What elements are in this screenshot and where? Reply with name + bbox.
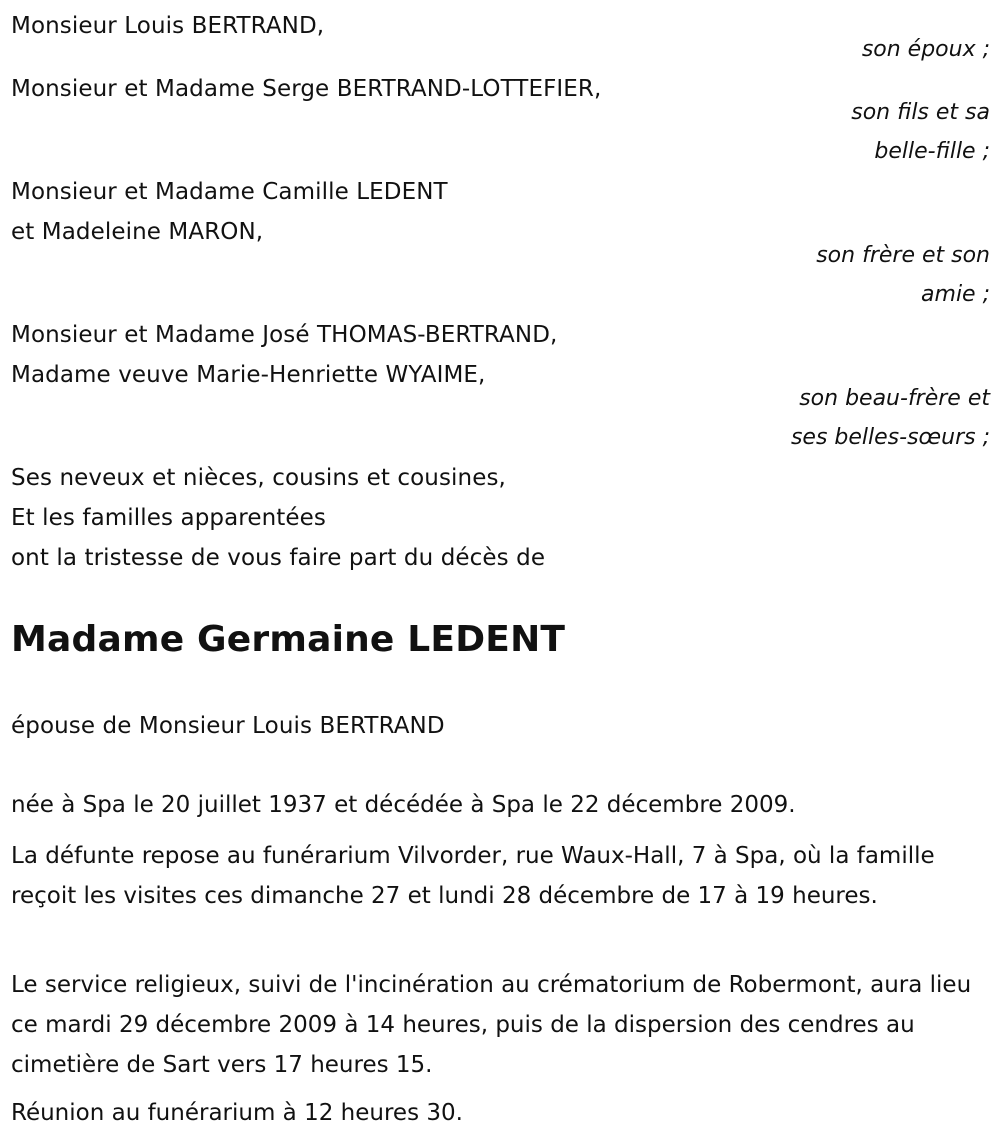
spouse-line: épouse de Monsieur Louis BERTRAND xyxy=(11,713,445,739)
family-relation-line: son beau-frère et xyxy=(799,386,990,411)
family-name-line: et Madeleine MARON, xyxy=(11,219,264,245)
closing-line: ont la tristesse de vous faire part du décès de xyxy=(11,545,546,571)
family-name-line: Monsieur et Madame Camille LEDENT xyxy=(11,179,448,205)
closing-line: Ses neveux et nièces, cousins et cousines, xyxy=(11,465,506,491)
visitation-paragraph: La défunte repose au funérarium Vilvorder, rue Waux-Hall, 7 à Spa, où la famille reçoit les visites ces dimanche 27 et lundi 28 décembre de 17 à 19 heures. xyxy=(11,843,935,909)
birth-death-paragraph: née à Spa le 20 juillet 1937 et décédée à Spa le 22 décembre 2009. xyxy=(11,792,796,818)
reunion-paragraph: Réunion au funérarium à 12 heures 30. xyxy=(11,1100,463,1126)
family-name-line: Monsieur et Madame José THOMAS-BERTRAND, xyxy=(11,322,558,348)
family-relation-line: son époux ; xyxy=(861,37,990,62)
family-name-line: Monsieur et Madame Serge BERTRAND-LOTTEFIER, xyxy=(11,76,602,102)
closing-line: Et les familles apparentées xyxy=(11,505,326,531)
family-relation-line: belle-fille ; xyxy=(874,139,990,164)
family-relation-line: amie ; xyxy=(921,282,990,307)
family-relation-line: son frère et son xyxy=(816,243,990,268)
family-name-line: Madame veuve Marie-Henriette WYAIME, xyxy=(11,362,486,388)
family-relation-line: son fils et sa xyxy=(851,100,990,125)
service-paragraph: Le service religieux, suivi de l'incinération au crématorium de Robermont, aura lieu ce mardi 29 décembre 2009 à 14 heures, puis de la dispersion des cendres au cimetière de Sart vers 17 heures 15. xyxy=(11,972,972,1078)
family-name-line: Monsieur Louis BERTRAND, xyxy=(11,13,325,39)
family-relation-line: ses belles-sœurs ; xyxy=(790,425,990,450)
deceased-name: Madame Germaine LEDENT xyxy=(11,619,566,660)
